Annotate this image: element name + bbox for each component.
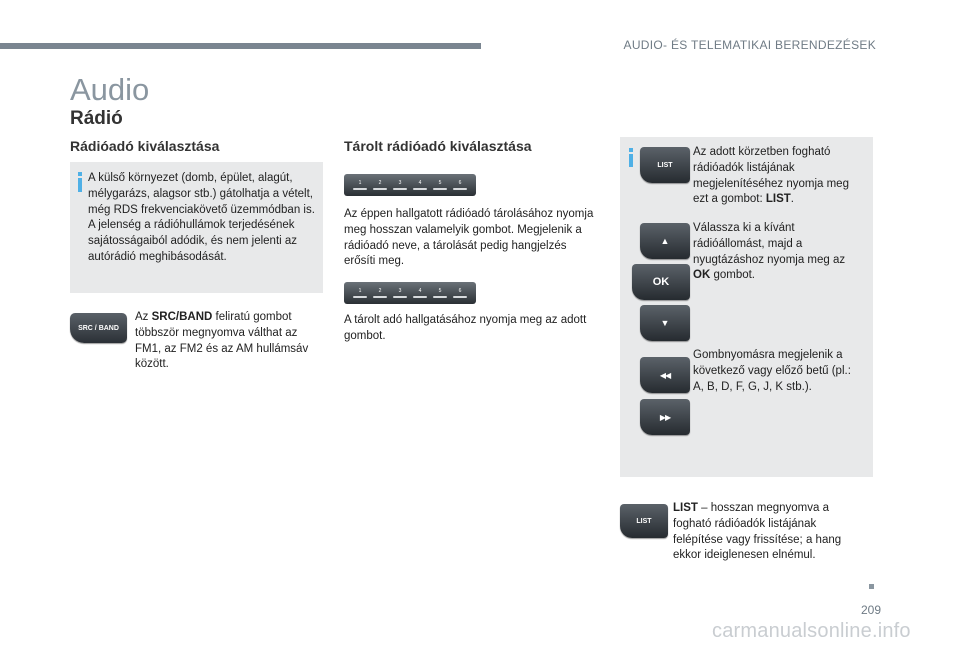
fast-forward-icon: ▶▶: [659, 412, 671, 422]
store-text: Az éppen hallgatott rádióadó tárolásához nyomja meg hosszan valamelyik gombot. Megjelenik a rádióadó neve, a tárolását pedig hangjelzés erősíti meg.: [344, 208, 594, 268]
src-band-button: [70, 313, 127, 343]
info-box-reception: [70, 162, 323, 293]
left-heading: Rádióadó kiválasztása: [70, 138, 220, 154]
preset-key: 4: [413, 180, 427, 190]
down-arrow-icon: ▼: [660, 318, 670, 328]
src-band-description: Az SRC/BAND feliratú gombot többször megnyomva válthat az FM1, az FM2 és az AM hullámsáv között.: [135, 311, 309, 371]
preset-buttons-strip-2: [344, 282, 476, 304]
down-arrow-button: [640, 305, 690, 341]
page-marker: [869, 584, 874, 589]
rewind-icon: ◀◀: [659, 370, 671, 380]
preset-key: 2: [373, 180, 387, 190]
info-icon: [629, 148, 633, 167]
middle-heading: Tárolt rádióadó kiválasztása: [344, 138, 532, 154]
preset-key: 1: [353, 180, 367, 190]
page-title: Audio: [70, 72, 150, 107]
up-arrow-button: [640, 223, 690, 259]
preset-key: 5: [433, 180, 447, 190]
letter-text: Gombnyomásra megjelenik a következő vagy előző betű (pl.: A, B, D, F, G, J, K stb.).: [693, 349, 851, 393]
select-text: Válassza ki a kívánt rádióállomást, majd a nyugtázáshoz nyomja meg az OK gombot.: [693, 222, 846, 282]
preset-buttons-strip-1: [344, 174, 476, 196]
info-icon: [78, 172, 82, 192]
preset-key: 6: [453, 180, 467, 190]
header-bar: [0, 43, 481, 49]
recall-text: A tárolt adó hallgatásához nyomja meg az adott gombot.: [344, 314, 587, 342]
section-title: AUDIO- ÉS TELEMATIKAI BERENDEZÉSEK: [623, 38, 876, 52]
list-text: Az adott körzetben fogható rádióadók listájának megjelenítéséhez nyomja meg ezt a gombot: LIST.: [693, 146, 849, 206]
rewind-button: [640, 357, 690, 393]
up-arrow-icon: ▲: [660, 236, 670, 246]
src-band-button-label: SRC / BAND: [78, 324, 119, 332]
info-box-list: [620, 137, 873, 477]
preset-key: 1: [353, 288, 367, 298]
watermark: carmanualsonline.info: [712, 620, 911, 642]
list-button-2: LIST: [620, 504, 668, 538]
info-text: A külső környezet (domb, épület, alagút, mélygarázs, alagsor stb.) gátolhatja a vételt, még RDS frekvenciakövető üzemmódban is. A jelenség a rádióhullámok terjedésének sajátosságaiból adódik, és nem jelenti az autórádió meghibásodását.: [88, 172, 315, 263]
preset-key: 5: [433, 288, 447, 298]
page-number: 209: [861, 603, 882, 617]
page-subtitle: Rádió: [70, 108, 123, 129]
ok-button: OK: [632, 264, 690, 300]
preset-key: 2: [373, 288, 387, 298]
preset-key: 4: [413, 288, 427, 298]
list2-text: LIST – hosszan megnyomva a fogható rádióadók listájának felépítése vagy frissítése; a hang ekkor ideiglenesen elnémul.: [673, 502, 842, 562]
preset-key: 3: [393, 180, 407, 190]
list-button: LIST: [640, 147, 690, 183]
preset-key: 3: [393, 288, 407, 298]
fast-forward-button: [640, 399, 690, 435]
preset-key: 6: [453, 288, 467, 298]
